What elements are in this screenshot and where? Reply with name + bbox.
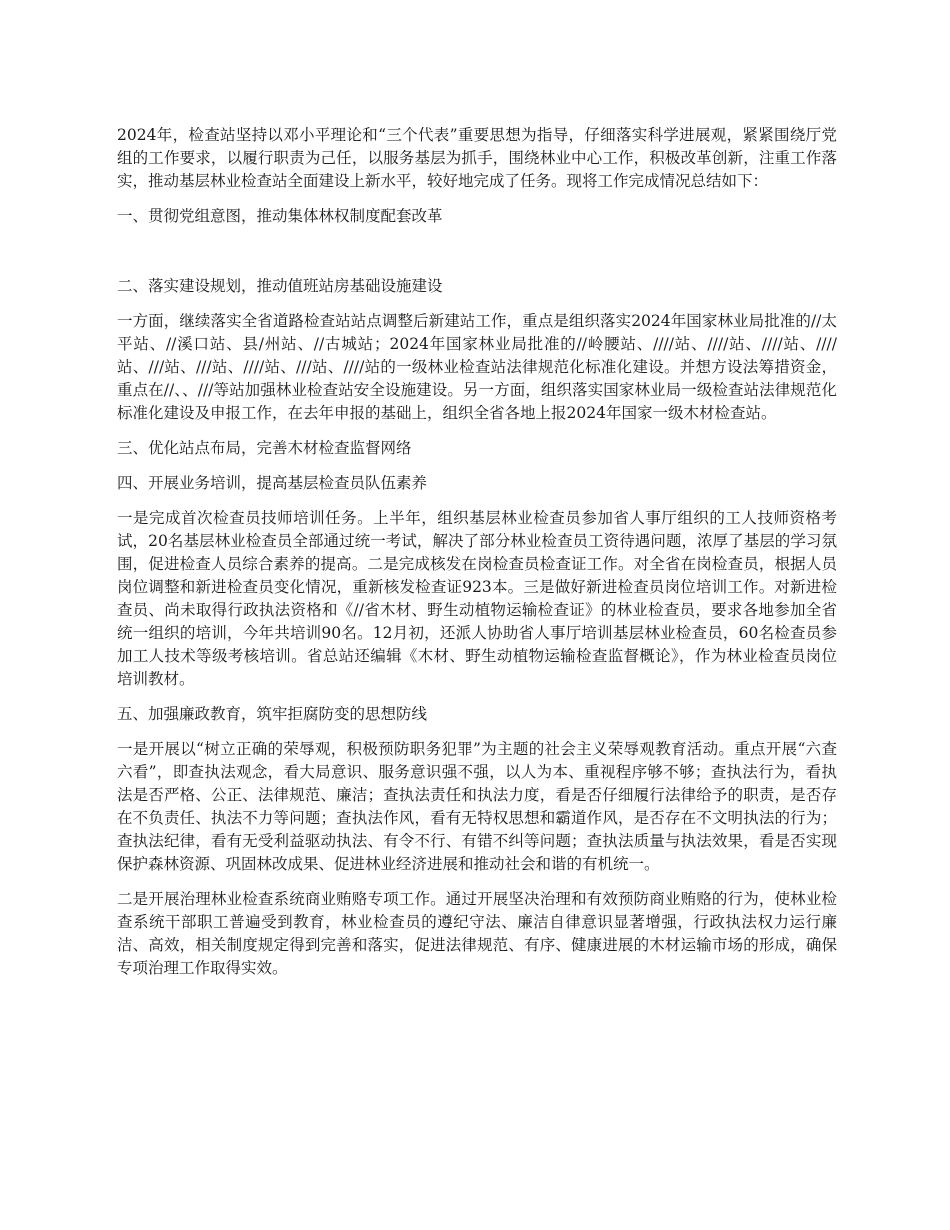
- section-spacer: [117, 240, 837, 275]
- section-heading-3: 三、优化站点布局，完善木材检查监督网络: [117, 439, 412, 457]
- section-heading-1: 一、贯彻党组意图，推动集体林权制度配套改革: [117, 207, 443, 225]
- section-heading-5: 五、加强廉政教育，筑牢拒腐防变的思想防线: [117, 705, 428, 723]
- section-5-paragraph-2: 二是开展治理林业检查系统商业贿赂专项工作。通过开展坚决治理和有效预防商业贿赂的行为，使林业检查系统干部职工普遍受到教育，林业检查员的遵纪守法、廉洁自律意识显著增强，行政执法权力运行廉洁、高效，相关制度规定得到完善和落实，促进法律规范、有序、健康进展的木材运输市场的形成，确保专项治理工作取得实效。: [117, 890, 837, 977]
- document-body: [117, 124, 837, 992]
- section-heading-4: 四、开展业务培训，提高基层检查员队伍素养: [117, 474, 428, 492]
- section-4-paragraph: 一是完成首次检查员技师培训任务。上半年，组织基层林业检查员参加省人事厅组织的工人技师资格考试，20名基层林业检查员全部通过统一考试，解决了部分林业检查员工资待遇问题，浓厚了基层的学习氛围，促进检查人员综合素养的提高。二是完成核发在岗检查员检查证工作。对全省在岗检查员，根据人员岗位调整和新进检查员变化情况，重新核发检查证923本。三是做好新进检查员岗位培训工作。对新进检查员、尚未取得行政执法资格和《//省木材、野生动植物运输检查证》的林业检查员，要求各地参加全省统一组织的培训，今年共培训90名。12月初，还派人协助省人事厅培训基层林业检查员，60名检查员参加工人技术等级考核培训。省总站还编辑《木材、野生动植物运输检查监督概论》，作为林业检查员岗位培训教材。: [117, 509, 837, 688]
- section-heading-2: 二、落实建设规划，推动值班站房基础设施建设: [117, 277, 443, 295]
- intro-paragraph: 2024年，检查站坚持以邓小平理论和“三个代表”重要思想为指导，仔细落实科学进展观，紧紧围绕厅党组的工作要求，以履行职责为己任，以服务基层为抓手，围绕林业中心工作，积极改革创新，注重工作落实，推动基层林业检查站全面建设上新水平，较好地完成了任务。现将工作完成情况总结如下：: [117, 126, 837, 190]
- section-2-paragraph: 一方面，继续落实全省道路检查站站点调整后新建站工作，重点是组织落实2024年国家林业局批准的//太平站、//溪口站、县/州站、//古城站；2024年国家林业局批准的//岭腰站、////站、////站、////站、////站、///站、///站、////站、///站、////站的一级林业检查站法律规范化标准化建设。并想方设法筹措资金，重点在//、、///等站加强林业检查站安全设施建设。另一方面，组织落实国家林业局一级检查站法律规范化标准化建设及申报工作，在去年申报的基础上，组织全省各地上报2024年国家一级木材检查站。: [117, 312, 837, 422]
- section-5-paragraph-1: 一是开展以“树立正确的荣辱观，积极预防职务犯罪”为主题的社会主义荣辱观教育活动。重点开展“六查六看”，即查执法观念，看大局意识、服务意识强不强，以人为本、重视程序够不够；查执法行为，看执法是否严格、公正、法律规范、廉洁；查执法责任和执法力度，看是否仔细履行法律给予的职责，是否存在不负责任、执法不力等问题；查执法作风，看有无特权思想和霸道作风，是否存在不文明执法的行为；查执法纪律，看有无受利益驱动执法、有令不行、有错不纠等问题；查执法质量与执法效果，看是否实现保护森林资源、巩固林改成果、促进林业经济进展和推动社会和谐的有机统一。: [117, 740, 837, 873]
